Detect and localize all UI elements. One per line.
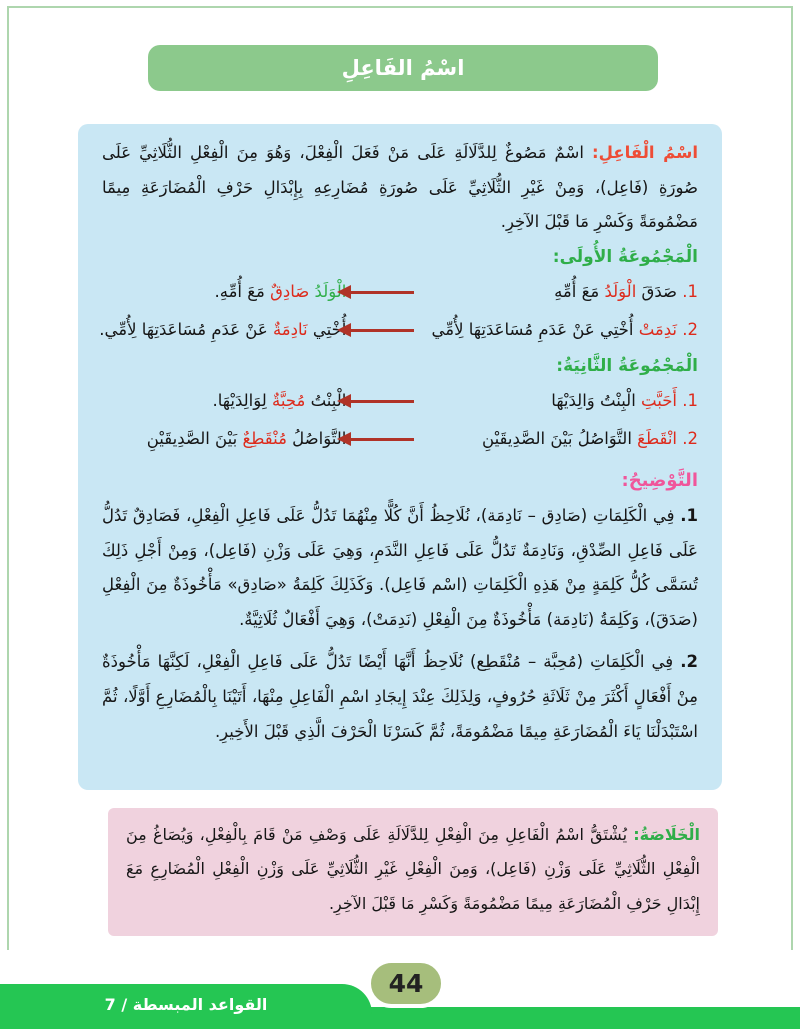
page-frame-right <box>791 6 793 950</box>
left-arrow-icon <box>350 291 414 294</box>
definition-label: اسْمُ الْفَاعِلِ: <box>592 143 698 162</box>
sentence-segment: مَعَ أُمِّهِ. <box>214 281 271 301</box>
summary-text: يُشْتَقُّ اسْمُ الْفَاعِلِ مِنَ الْفِعْلِ لِلدَّلَالَةِ عَلَى وَصْفِ مَنْ قَامَ بِالْفِعْلِ، وَيُصَاغُ مِنَ الْفِعْلِ الثُّلَاثِيِّ عَلَى وَزْنِ (فَاعِل)، وَمِنَ الْفِعْلِ غَيْرِ الثُّلَاثِيِّ عَلَى وَزْنِ الْفِعْلِ الْمُضَارِعِ مَعَ إِبْدَالِ حَرْفِ الْمُضَارَعَةِ مِيمًا مَضْمُومَةً وَكَسْرِ مَا قَبْلَ الآخِرِ. <box>126 825 700 913</box>
explanation-heading: التَّوْضِيحُ: <box>621 470 698 492</box>
example-sentence-result <box>102 384 346 419</box>
definition-paragraph <box>102 136 698 240</box>
example-sentence-source <box>418 313 698 348</box>
left-arrow-icon <box>350 329 414 332</box>
paragraph-text: فِي الْكَلِمَاتِ (صَادِق – نَادِمَة)، نُلَاحِظُ أَنَّ كُلًّا مِنْهُمَا تَدُلُّ عَلَى فَاعِلِ الْفِعْلِ، فَصَادِقٌ تَدُلُّ عَلَى فَاعِلِ الصِّدْقِ، وَنَادِمَةٌ تَدُلُّ عَلَى فَاعِلِ النَّدَمِ، وَهِيَ عَلَى وَزْنِ (فَاعِل)، وَمِنْ أَجْلِ ذَلِكَ تُسَمَّى كُلُّ كَلِمَةٍ مِنْ هَذِهِ الْكَلِمَاتِ (اسْم فَاعِل). وَكَذَلِكَ كَلِمَةُ «صَادِق» مَأْخُوذَةٌ مِنَ الْفِعْلِ (صَدَقَ)، وَكَلِمَةُ (نَادِمَة) مَأْخُوذَةٌ مِنَ الْفِعْلِ (نَدِمَتْ)، وَهِيَ أَفْعَالٌ ثُلَاثِيَّةٌ. <box>102 505 698 629</box>
example-number: 2. <box>682 319 698 339</box>
example-sentence-result <box>102 275 346 310</box>
example-sentence-source <box>418 275 698 310</box>
sentence-segment: الْوَلَدُ <box>604 281 637 301</box>
page-number: 44 <box>388 969 424 998</box>
paragraph-number: 1. <box>680 505 698 525</box>
summary-label: الْخَلَاصَةُ: <box>633 825 700 844</box>
page-frame-top <box>8 6 792 8</box>
lesson-box <box>78 124 722 790</box>
sentence-segment: التَّوَاصُلُ بَيْنَ الصَّدِيقَيْنِ <box>482 428 638 448</box>
sentence-segment: مَعَ أُمِّهِ <box>554 281 605 301</box>
paragraph-text: فِي الْكَلِمَاتِ (مُحِبَّة – مُنْقَطِع) نُلَاحِظُ أَنَّهَا أَيْضًا تَدُلُّ عَلَى فَاعِلِ الْفِعْلِ، لَكِنَّهَا مَأْخُوذَةٌ مِنْ أَفْعَالٍ أَكْثَرَ مِنْ ثَلَاثَةِ حُرُوفٍ، وَلِذَلِكَ عِنْدَ إِيجَادِ اسْمِ الْفَاعِلِ مِنْهَا، أَتَيْنَا بِالْمُضَارِعِ أَوَّلًا، ثُمَّ اسْتَبْدَلْنَا يَاءَ الْمُضَارَعَةِ مِيمًا مَضْمُومَةً، ثُمَّ كَسَرْنَا الْحَرْفَ الَّذِي قَبْلَ الأَخِيرِ. <box>102 652 698 741</box>
example-row <box>102 420 698 458</box>
page-title-banner <box>148 45 658 91</box>
example-number: 2. <box>682 428 698 448</box>
sentence-segment: نَدِمَتْ <box>638 319 677 339</box>
sentence-segment: عَنْ عَدَمِ مُسَاعَدَتِهَا لِأُمِّي. <box>99 319 273 339</box>
summary-box <box>108 808 718 936</box>
sentence-segment: بَيْنَ الصَّدِيقَيْنِ <box>146 428 243 448</box>
sentence-segment: لِوَالِدَيْهَا. <box>212 390 273 410</box>
group1-heading: الْمَجْمُوعَةُ الأُولَى: <box>552 246 698 267</box>
left-arrow-icon <box>350 400 414 403</box>
sentence-segment: أُخْتِي <box>307 319 347 339</box>
arrow-cell <box>346 329 418 332</box>
arrow-cell <box>346 438 418 441</box>
example-number: 1. <box>682 390 698 410</box>
example-row <box>102 273 698 311</box>
page-number-pill <box>367 959 445 1008</box>
footer-series-strip <box>0 984 372 1029</box>
example-number: 1. <box>682 281 698 301</box>
sentence-segment: أُخْتِي عَنْ عَدَمِ مُسَاعَدَتِهَا لِأُمِّي <box>431 319 639 339</box>
example-sentence-source <box>418 384 698 419</box>
sentence-segment: التَّوَاصُلُ <box>286 428 347 448</box>
sentence-segment: الْبِنْتُ وَالِدَيْهَا <box>551 390 642 410</box>
example-sentence-result <box>102 422 346 457</box>
sentence-segment: صَدَقَ <box>636 281 677 301</box>
arrow-cell <box>346 291 418 294</box>
footer-series-label: القواعد المبسطة / 7 <box>104 995 268 1014</box>
sentence-segment: أَحَبَّتِ <box>641 390 677 410</box>
sentence-segment: نَادِمَةٌ <box>272 319 308 339</box>
explanation-paragraph-1 <box>102 499 698 638</box>
explanation-paragraph-2 <box>102 645 698 749</box>
page-title: اسْمُ الفَاعِلِ <box>341 56 465 80</box>
sentence-segment: صَادِقٌ <box>270 281 310 301</box>
example-row <box>102 382 698 420</box>
page-frame-left <box>7 6 9 950</box>
example-sentence-source <box>418 422 698 457</box>
sentence-segment: انْقَطَعَ <box>637 428 677 448</box>
example-sentence-result <box>99 313 346 348</box>
sentence-segment: مُحِبَّةٌ <box>272 390 306 410</box>
arrow-cell <box>346 400 418 403</box>
sentence-segment: مُنْقَطِعٌ <box>242 428 287 448</box>
definition-text: اسْمٌ مَصُوغٌ لِلدَّلَالَةِ عَلَى مَنْ فَعَلَ الْفِعْلَ، وَهُوَ مِنَ الْفِعْلِ الثُّلَاثِيِّ عَلَى صُورَةِ (فَاعِل)، وَمِنْ غَيْرِ الثُّلَاثِيِّ عَلَى صُورَةِ مُضَارِعِهِ بِإِبْدَالِ حَرْفِ الْمُضَارَعَةِ مِيمًا مَضْمُومَةً وَكَسْرِ مَا قَبْلَ الآخِرِ. <box>102 143 698 232</box>
paragraph-number: 2. <box>680 652 699 672</box>
group2-heading: الْمَجْمُوعَةُ الثَّانِيَةُ: <box>556 356 698 377</box>
sentence-segment: الْوَلَدُ <box>309 281 347 301</box>
sentence-segment: الْبِنْتُ <box>305 390 347 410</box>
left-arrow-icon <box>350 438 414 441</box>
example-row <box>99 311 698 349</box>
